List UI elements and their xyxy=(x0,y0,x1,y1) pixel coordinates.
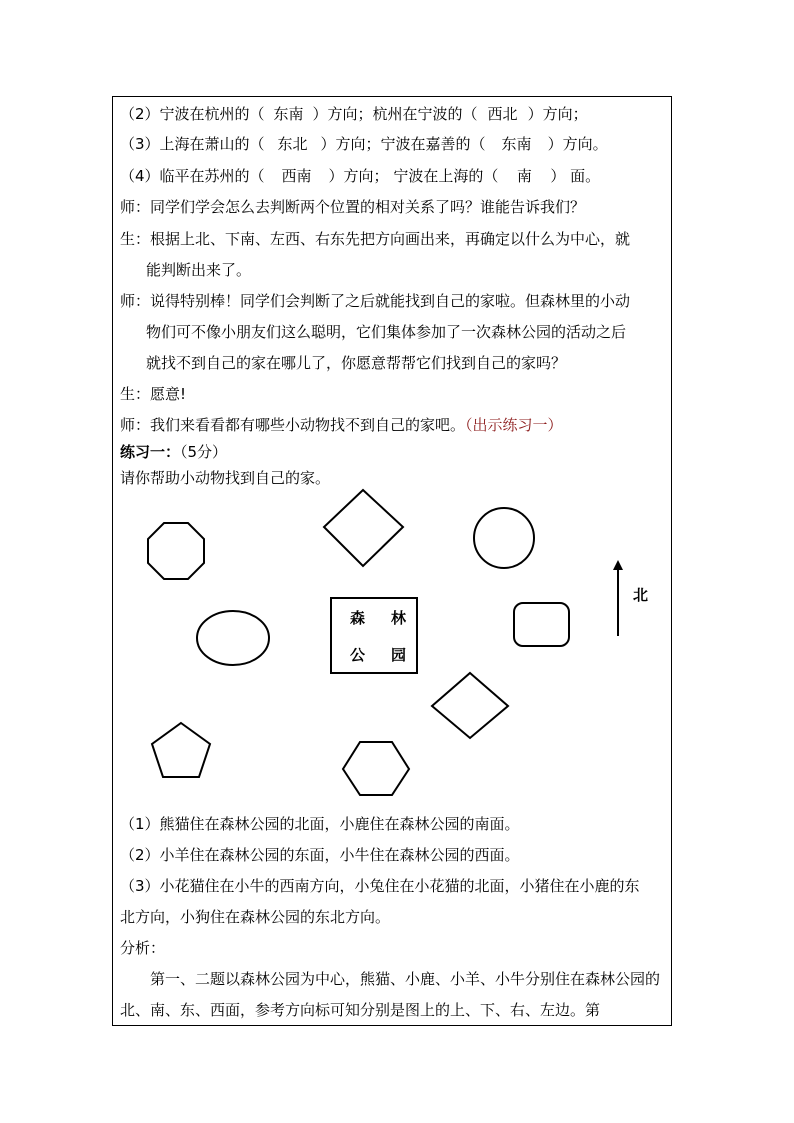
rhombus-shape xyxy=(432,673,508,738)
north-arrow-head-icon xyxy=(613,560,623,570)
answer-blank: 西北 xyxy=(487,105,518,123)
analysis-paragraph: 第一、二题以森林公园为中心，熊猫、小鹿、小羊、小牛分别住在森林公园的北、南、东、西面，参考方向标可知分别是图上的上、下、右、左边。第 xyxy=(120,970,661,1019)
answer-blank: 西南 xyxy=(281,167,312,185)
north-label: 北 xyxy=(633,586,649,604)
answer-blank: 东南 xyxy=(501,135,532,153)
student-line-2: 生：愿意! xyxy=(120,385,187,403)
hexagon-shape xyxy=(343,742,409,795)
octagon-shape xyxy=(148,523,204,579)
answer-blank: 东南 xyxy=(273,105,304,123)
teacher-line-2-cont2: 就找不到自己的家在哪儿了，你愿意帮帮它们找到自己的家吗？ xyxy=(146,354,567,372)
teacher-line-2: 师：说得特别棒！同学们会判断了之后就能找到自己的家啦。但森林里的小动 xyxy=(120,292,631,310)
student-line-1-cont: 能判断出来了。 xyxy=(146,261,252,279)
question-3: （3）小花猫住在小牛的西南方向，小兔住在小花猫的北面，小猪住在小鹿的东 xyxy=(120,877,640,895)
exercise-instruction: 请你帮助小动物找到自己的家。 xyxy=(120,469,331,487)
pentagon-shape xyxy=(152,723,210,777)
teacher-line-3: 师：我们来看看都有哪些小动物找不到自己的家吧。（出示练习一） xyxy=(120,416,563,434)
question-2: （2）小羊住在森林公园的东面，小牛住在森林公园的西面。 xyxy=(120,846,520,864)
diamond-shape xyxy=(324,490,403,566)
park-char-2: 林 xyxy=(391,609,407,627)
forest-park-map-figure xyxy=(112,480,672,810)
analysis-label: 分析： xyxy=(120,939,166,957)
teacher-line-1: 师：同学们学会怎么去判断两个位置的相对关系了吗？谁能告诉我们？ xyxy=(120,198,586,216)
teacher-line-2-cont: 物们可不像小朋友们这么聪明，它们集体参加了一次森林公园的活动之后 xyxy=(146,323,627,341)
question-4-line: （4）临平在苏州的（ 西南 ）方向； 宁波在上海的（ 南 ） 面。 xyxy=(120,167,601,185)
question-1: （1）熊猫住在森林公园的北面，小鹿住在森林公园的南面。 xyxy=(120,815,520,833)
park-char-1: 森 xyxy=(350,609,366,627)
ellipse-shape xyxy=(197,611,269,665)
circle-shape xyxy=(474,508,534,568)
rounded-rectangle-shape xyxy=(514,603,569,646)
teacher-note: （出示练习一） xyxy=(465,416,563,434)
question-2-line: （2）宁波在杭州的（ 东南 ）方向；杭州在宁波的（ 西北 ）方向； xyxy=(120,105,588,123)
student-line-1: 生：根据上北、下南、左西、右东先把方向画出来，再确定以什么为中心，就 xyxy=(120,230,631,248)
park-char-4: 园 xyxy=(391,646,407,664)
park-char-3: 公 xyxy=(350,646,366,664)
question-3-line: （3）上海在萧山的（ 东北 ）方向；宁波在嘉善的（ 东南 ）方向。 xyxy=(120,135,608,153)
answer-blank: 南 xyxy=(516,167,532,185)
answer-blank: 东北 xyxy=(277,135,308,153)
exercise-title: 练习一：（5分） xyxy=(120,443,228,461)
question-3-cont: 北方向，小狗住在森林公园的东北方向。 xyxy=(120,908,391,926)
